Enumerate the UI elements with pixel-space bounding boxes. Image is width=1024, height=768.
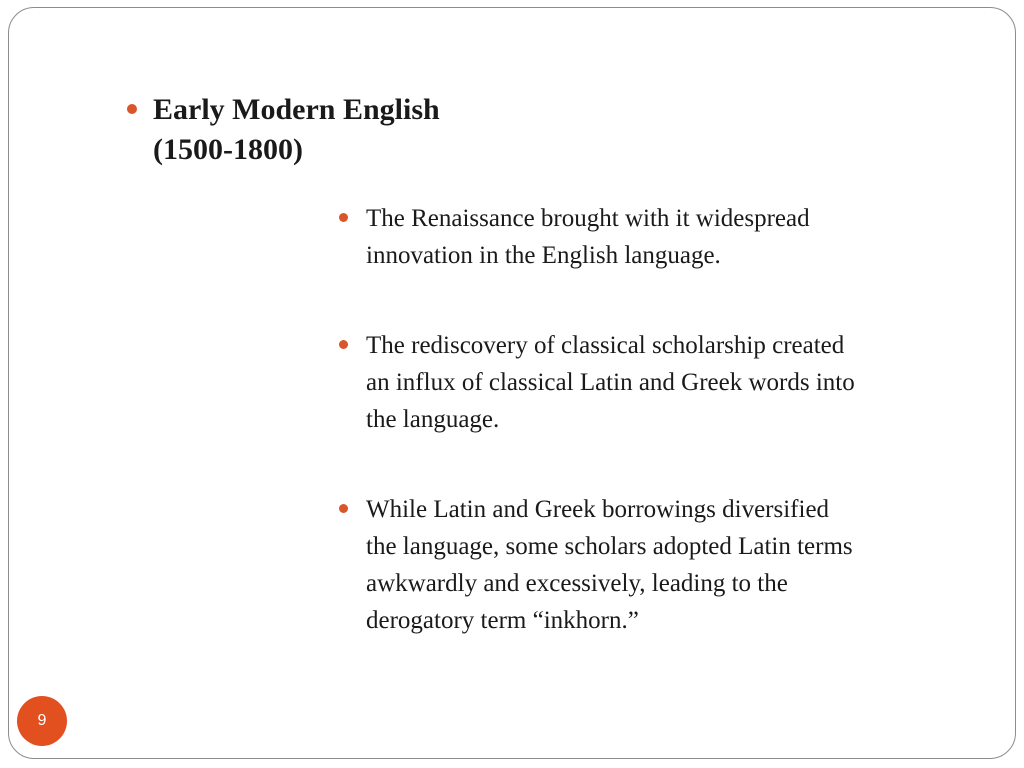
bullet-item xyxy=(339,491,979,639)
title-line: (1500-1800) xyxy=(153,133,303,166)
bullet-text-line: The rediscovery of classical scholarship created xyxy=(366,332,845,359)
bullet-item xyxy=(339,327,979,438)
bullet-item xyxy=(339,200,979,274)
title-line: Early Modern English xyxy=(153,93,440,126)
bullet-dot-icon xyxy=(127,104,137,114)
bullet-text-line: the language. xyxy=(366,406,500,433)
bullet-dot-icon xyxy=(339,340,348,349)
bullet-text-line: awkwardly and excessively, leading to the xyxy=(366,570,788,597)
bullet-dot-icon xyxy=(339,504,348,513)
bullet-text-line: While Latin and Greek borrowings diversified xyxy=(366,496,830,523)
bullet-text-line: The Renaissance brought with it widespread xyxy=(366,205,810,232)
bullet-dot-icon xyxy=(339,213,348,222)
bullet-text-line: an influx of classical Latin and Greek words into xyxy=(366,369,855,396)
bullet-text-line: innovation in the English language. xyxy=(366,242,721,269)
bullet-list xyxy=(339,200,979,692)
bullet-text-line: derogatory term “inkhorn.” xyxy=(366,607,639,634)
bullet-text-line: the language, some scholars adopted Latin terms xyxy=(366,533,853,560)
page-number-badge: 9 xyxy=(17,696,67,746)
title-text xyxy=(153,90,440,170)
slide-frame xyxy=(8,7,1016,759)
